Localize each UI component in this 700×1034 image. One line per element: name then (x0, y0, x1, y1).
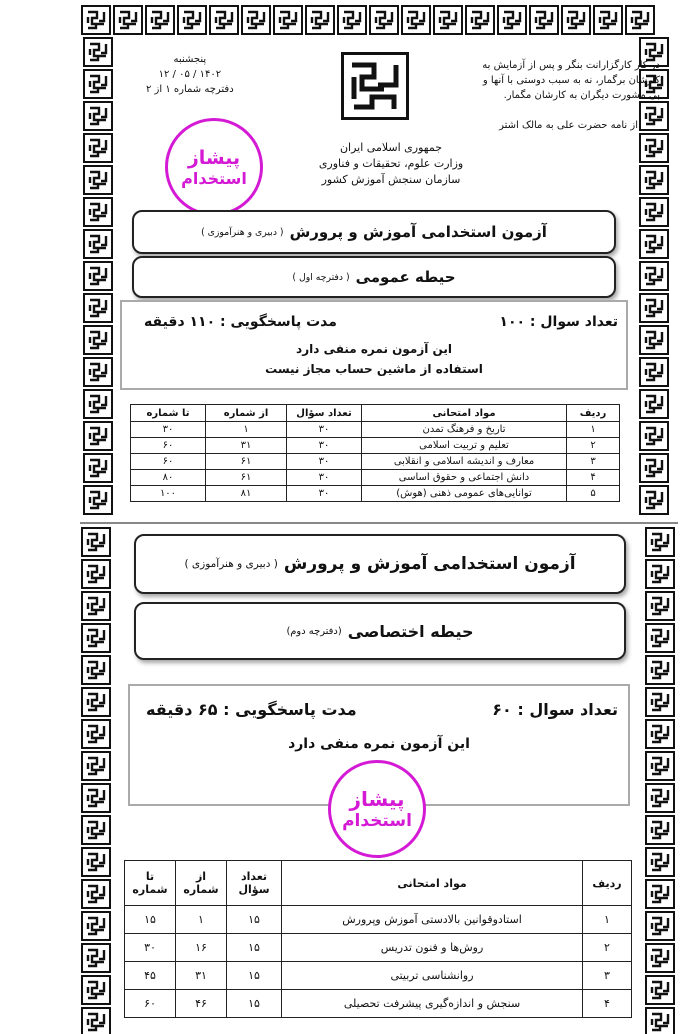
row-number-cell: ۴ (583, 990, 632, 1018)
ornament-tile (645, 1007, 675, 1034)
ornament-tile (645, 719, 675, 749)
ornament-tile (645, 559, 675, 589)
ornament-tile (639, 485, 669, 515)
table-row (125, 906, 632, 934)
col-header-from-number: از شماره (176, 861, 227, 906)
ornament-tile (81, 1007, 111, 1034)
ornament-tile (639, 325, 669, 355)
ornament-tile (83, 485, 113, 515)
to-number-cell: ۳۰ (131, 422, 206, 438)
col-header-to-number: تا شماره (125, 861, 176, 906)
ornament-tile (83, 165, 113, 195)
ornament-tile (83, 421, 113, 451)
ornament-tile (639, 133, 669, 163)
col-header-subject: مواد امتحانی (362, 405, 567, 422)
from-number-cell: ۳۱ (176, 962, 227, 990)
table-row (125, 990, 632, 1018)
exam-subtitle: ( دبیری و هنرآموزی ) (201, 226, 284, 238)
row-number-cell: ۲ (583, 934, 632, 962)
ornament-tile (369, 5, 399, 35)
ornament-tile (81, 5, 111, 35)
question-count: تعداد سوال : ۱۰۰ (499, 314, 618, 330)
table-row (131, 438, 620, 454)
subject-cell: تعلیم و تربیت اسلامی (362, 438, 567, 454)
ornament-tile (83, 197, 113, 227)
ornament-tile (81, 751, 111, 781)
ornament-tile (529, 5, 559, 35)
question-count-cell: ۱۵ (227, 990, 282, 1018)
ornament-tile (81, 655, 111, 685)
ornament-tile (83, 101, 113, 131)
ornament-tile (497, 5, 527, 35)
quote-source: از نامه حضرت علی به مالک اشتر (499, 120, 638, 131)
ornament-tile (83, 293, 113, 323)
ornament-tile (273, 5, 303, 35)
watermark-line2: استخدام (181, 168, 247, 188)
row-number-cell: ۴ (567, 470, 620, 486)
ornament-tile (81, 943, 111, 973)
question-count: تعداد سوال : ۶۰ (492, 700, 618, 719)
subjects-table (130, 404, 620, 502)
question-count-cell: ۱۵ (227, 934, 282, 962)
booklet-page-general (80, 0, 674, 522)
from-number-cell: ۶۱ (206, 470, 287, 486)
left-ornament-border (638, 36, 670, 516)
table-row (125, 934, 632, 962)
table-row (125, 962, 632, 990)
ornament-tile (639, 293, 669, 323)
right-ornament-border (80, 526, 112, 1034)
ornament-tile (177, 5, 207, 35)
ornament-tile (645, 591, 675, 621)
ornament-tile (639, 101, 669, 131)
ornament-tile (465, 5, 495, 35)
ornament-tile (639, 261, 669, 291)
section-subtitle: (دفترچه دوم) (286, 625, 342, 637)
ornament-tile (645, 783, 675, 813)
answer-duration: مدت پاسخگویی : ۶۵ دقیقه (146, 700, 357, 719)
col-header-question-count: تعداد سؤال (227, 861, 282, 906)
subject-cell: استادوقوانین بالادستی آموزش وپرورش (282, 906, 583, 934)
exam-title: آزمون استخدامی آموزش و پرورش (289, 223, 547, 241)
col-header-to-number: تا شماره (131, 405, 206, 422)
to-number-cell: ۴۵ (125, 962, 176, 990)
left-ornament-border (644, 526, 676, 1034)
header-quote (482, 58, 660, 103)
ornament-tile (81, 911, 111, 941)
ornament-tile (81, 623, 111, 653)
subjects-table-body (131, 422, 620, 502)
exam-title-box (134, 534, 626, 594)
answer-duration: مدت پاسخگویی : ۱۱۰ دقیقه (144, 314, 337, 330)
ornament-tile (645, 687, 675, 717)
right-ornament-border (82, 36, 114, 516)
ornament-tile (639, 421, 669, 451)
ornament-tile (209, 5, 239, 35)
from-number-cell: ۱ (176, 906, 227, 934)
ornament-tile (639, 229, 669, 259)
col-header-row-number: ردیف (567, 405, 620, 422)
question-count-cell: ۳۰ (287, 422, 362, 438)
question-count-cell: ۳۰ (287, 470, 362, 486)
subject-cell: معارف و اندیشه اسلامی و انقلابی (362, 454, 567, 470)
ornament-tile (639, 357, 669, 387)
ornament-tile (645, 527, 675, 557)
booklet-page-specialized (80, 522, 678, 1034)
to-number-cell: ۱۰۰ (131, 486, 206, 502)
table-row (131, 486, 620, 502)
ornament-tile (81, 847, 111, 877)
question-count-cell: ۱۵ (227, 962, 282, 990)
ornament-tile (83, 389, 113, 419)
ornament-tile (625, 5, 655, 35)
watermark-line1: پیشاز (187, 146, 241, 169)
ornament-tile (645, 879, 675, 909)
subject-cell: تاریخ و فرهنگ تمدن (362, 422, 567, 438)
org-line: جمهوری اسلامی ایران (339, 141, 443, 154)
ornament-tile (83, 325, 113, 355)
row-number-cell: ۱ (583, 906, 632, 934)
section-subtitle: ( دفترچه اول ) (292, 271, 350, 283)
section-title-box (134, 602, 626, 660)
organization-block (296, 140, 486, 188)
org-line: وزارت علوم، تحقیقات و فناوری (318, 157, 464, 170)
ornament-tile (81, 879, 111, 909)
exam-day: پنجشنبه (173, 54, 207, 65)
ornament-tile (639, 453, 669, 483)
row-number-cell: ۲ (567, 438, 620, 454)
to-number-cell: ۸۰ (131, 470, 206, 486)
ornament-tile (639, 389, 669, 419)
ornament-tile (83, 37, 113, 67)
ornament-tile (81, 559, 111, 589)
table-row (131, 470, 620, 486)
col-header-from-number: از شماره (206, 405, 287, 422)
row-number-cell: ۳ (567, 454, 620, 470)
quote-line: کارشان برگمار، نه به سبب دوستی با آنها و (482, 75, 660, 86)
ornament-tile (593, 5, 623, 35)
top-ornament-border (80, 4, 656, 36)
exam-title: آزمون استخدامی آموزش و پرورش (283, 554, 576, 574)
row-number-cell: ۵ (567, 486, 620, 502)
ornament-tile (645, 847, 675, 877)
ornament-tile (645, 815, 675, 845)
exam-title-box (132, 210, 616, 254)
to-number-cell: ۱۵ (125, 906, 176, 934)
col-header-question-count: تعداد سؤال (287, 405, 362, 422)
ornament-tile (337, 5, 367, 35)
subject-cell: روانشناسی تربیتی (282, 962, 583, 990)
quote-line: بی مشورت دیگران به کارشان مگمار. (503, 90, 660, 101)
quote-line: در کار کارگزارانت بنگر و پس از آزمایش به (482, 60, 660, 71)
ornament-tile (83, 453, 113, 483)
ornament-tile (645, 943, 675, 973)
to-number-cell: ۶۰ (125, 990, 176, 1018)
question-count-cell: ۳۰ (287, 454, 362, 470)
section-title: حیطه عمومی (355, 268, 456, 286)
table-row (131, 454, 620, 470)
ornament-tile (81, 527, 111, 557)
ornament-tile (645, 751, 675, 781)
section-title-box (132, 256, 616, 298)
ornament-tile (645, 911, 675, 941)
section-title: حیطه اختصاصی (347, 621, 474, 641)
ornament-tile (639, 197, 669, 227)
row-number-cell: ۳ (583, 962, 632, 990)
watermark-line2: استخدام (342, 811, 412, 831)
ornament-tile (81, 591, 111, 621)
subject-cell: توانایی‌های عمومی ذهنی (هوش) (362, 486, 567, 502)
subjects-table-body (125, 906, 632, 1018)
col-header-row-number: ردیف (583, 861, 632, 906)
ornament-tile (145, 5, 175, 35)
subject-cell: سنجش و اندازه‌گیری پیشرفت تحصیلی (282, 990, 583, 1018)
from-number-cell: ۸۱ (206, 486, 287, 502)
from-number-cell: ۱ (206, 422, 287, 438)
ornament-tile (83, 229, 113, 259)
ornament-tile (639, 165, 669, 195)
exam-subtitle: ( دبیری و هنرآموزی ) (184, 558, 278, 570)
ornament-tile (81, 783, 111, 813)
ornament-tile (433, 5, 463, 35)
calculator-note: استفاده از ماشین حساب مجاز نیست (265, 362, 483, 376)
ornament-tile (305, 5, 335, 35)
subject-cell: روش‌ها و فنون تدریس (282, 934, 583, 962)
ornament-tile (645, 623, 675, 653)
watermark-line1: پیشاز (349, 787, 405, 811)
ornament-tile (83, 261, 113, 291)
ornament-tile (645, 975, 675, 1005)
booklet-number: دفترچه شماره ۱ از ۲ (146, 84, 234, 95)
subjects-table (124, 860, 632, 1018)
from-number-cell: ۴۶ (176, 990, 227, 1018)
exam-date: ۱۴۰۲ / ۰۵ / ۱۲ (158, 69, 222, 80)
org-line: سازمان سنجش آموزش کشور (321, 173, 461, 186)
row-number-cell: ۱ (567, 422, 620, 438)
ornament-tile (83, 69, 113, 99)
header-date-block (146, 52, 234, 97)
from-number-cell: ۳۱ (206, 438, 287, 454)
watermark-stamp (328, 760, 426, 858)
ornament-tile (241, 5, 271, 35)
ornament-tile (81, 719, 111, 749)
exam-info-box (120, 300, 628, 390)
ornament-tile (645, 655, 675, 685)
subject-cell: دانش اجتماعی و حقوق اساسی (362, 470, 567, 486)
ornament-tile (81, 687, 111, 717)
negative-marking-note: این آزمون نمره منفی دارد (288, 736, 470, 752)
watermark-stamp (165, 118, 263, 216)
ornament-tile (83, 133, 113, 163)
ornament-tile (81, 975, 111, 1005)
question-count-cell: ۳۰ (287, 438, 362, 454)
col-header-subject: مواد امتحانی (282, 861, 583, 906)
question-count-cell: ۱۵ (227, 906, 282, 934)
ornament-tile (561, 5, 591, 35)
from-number-cell: ۱۶ (176, 934, 227, 962)
to-number-cell: ۶۰ (131, 438, 206, 454)
ornament-tile (401, 5, 431, 35)
negative-marking-note: این آزمون نمره منفی دارد (296, 342, 452, 356)
sanjesh-logo (341, 52, 409, 120)
to-number-cell: ۶۰ (131, 454, 206, 470)
from-number-cell: ۶۱ (206, 454, 287, 470)
table-row (131, 422, 620, 438)
ornament-tile (113, 5, 143, 35)
ornament-tile (81, 815, 111, 845)
to-number-cell: ۳۰ (125, 934, 176, 962)
ornament-tile (83, 357, 113, 387)
question-count-cell: ۳۰ (287, 486, 362, 502)
